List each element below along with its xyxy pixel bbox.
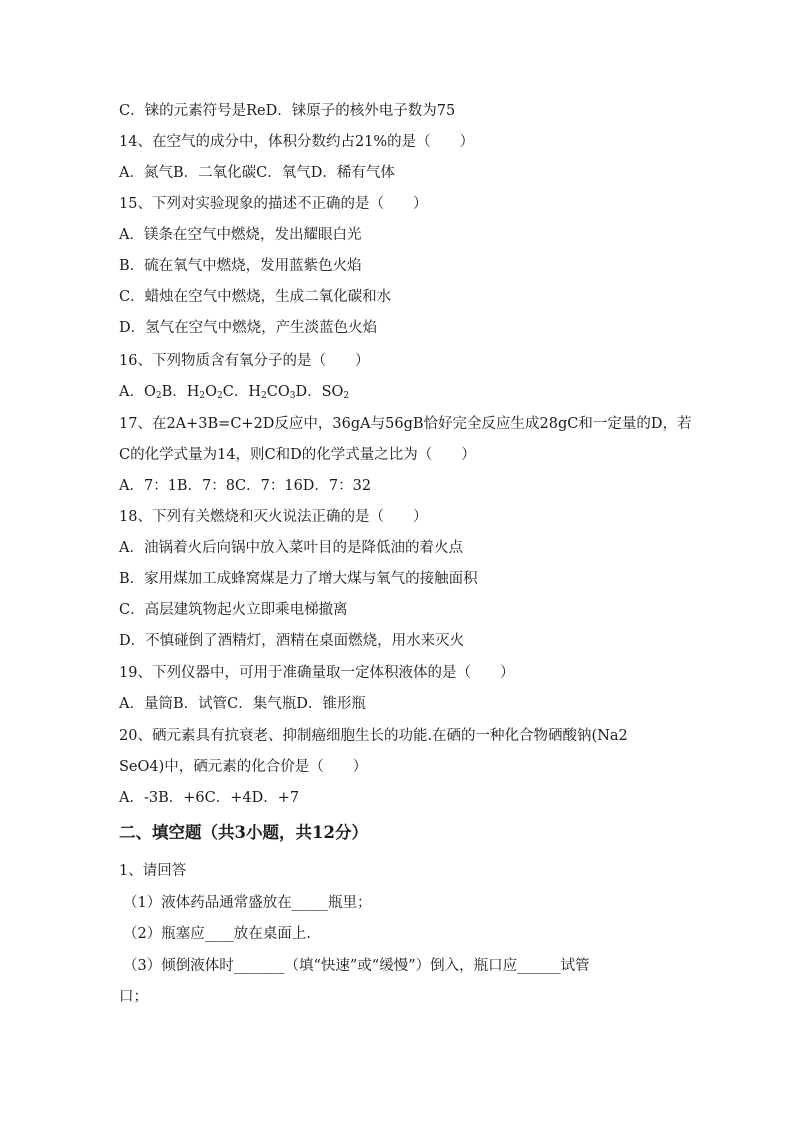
q18-option-b: B．家用煤加工成蜂窝煤是力了增大煤与氧气的接触面积 [119, 571, 478, 587]
fill-q1-item2: （2）瓶塞应____放在桌面上. [123, 926, 311, 942]
q20-stem-line1: 20、硒元素具有抗衰老、抑制癌细胞生长的功能.在硒的一种化合物硒酸钠(Na2 [119, 728, 628, 744]
q18-option-d: D．不慎碰倒了酒精灯，酒精在桌面燃烧，用水来灭火 [119, 633, 465, 649]
q16-stem: 16、下列物质含有氧分子的是（ ） [119, 353, 370, 369]
q15-option-c: C．蜡烛在空气中燃烧，生成二氧化碳和水 [119, 289, 392, 305]
q15-option-b: B．硫在氧气中燃烧，发用蓝紫色火焰 [119, 258, 362, 274]
q17-stem-line2: C的化学式量为14，则C和D的化学式量之比为（ ） [119, 447, 476, 463]
fill-q1-stem: 1、请回答 [119, 863, 187, 879]
q14-options: A．氮气B．二氧化碳C．氧气D．稀有气体 [119, 165, 395, 181]
q18-stem: 18、下列有关燃烧和灭火说法正确的是（ ） [119, 509, 428, 525]
q18-option-a: A．油锅着火后向锅中放入菜叶目的是降低油的着火点 [119, 540, 463, 556]
section-heading: 二、填空题（共3小题，共12分） [119, 823, 368, 842]
q19-options: A．量筒B．试管C．集气瓶D．锥形瓶 [119, 696, 366, 712]
q20-stem-line2: SeO4)中，硒元素的化合价是（ ） [119, 759, 368, 775]
q20-options: A．-3B．+6C．+4D．+7 [119, 790, 300, 806]
q14-stem: 14、在空气的成分中，体积分数约占21%的是（ ） [119, 134, 475, 150]
q16-options: A．$O_2B$．$H_2O_2C$．$H_2CO_3D$．$SO_2$ [119, 384, 350, 401]
fill-q1-item3-line1: （3）倾倒液体时_______（填“快速”或“缓慢”）倒入，瓶口应______试管 [123, 958, 590, 974]
q15-option-a: A．镁条在空气中燃烧，发出耀眼白光 [119, 227, 362, 243]
q19-stem: 19、下列仪器中，可用于准确量取一定体积液体的是（ ） [119, 665, 515, 681]
q17-stem-line1: 17、在2A+3B=C+2D反应中，36gA与56gB恰好完全反应生成28gC和一定量的D，若 [119, 416, 692, 432]
q15-stem: 15、下列对实验现象的描述不正确的是（ ） [119, 196, 428, 212]
q17-options: A．7：1B．7：8C．7：16D．7：32 [119, 478, 372, 494]
q18-option-c: C．高层建筑物起火立即乘电梯撤离 [119, 602, 348, 618]
q15-option-d: D．氢气在空气中燃烧，产生淡蓝色火焰 [119, 320, 378, 336]
fill-q1-item3-line2: 口； [119, 989, 148, 1005]
fill-q1-item1: （1）液体药品通常盛放在_____瓶里； [123, 895, 372, 911]
q13-options-cd: C．铼的元素符号是ReD．铼原子的核外电子数为75 [119, 103, 456, 119]
